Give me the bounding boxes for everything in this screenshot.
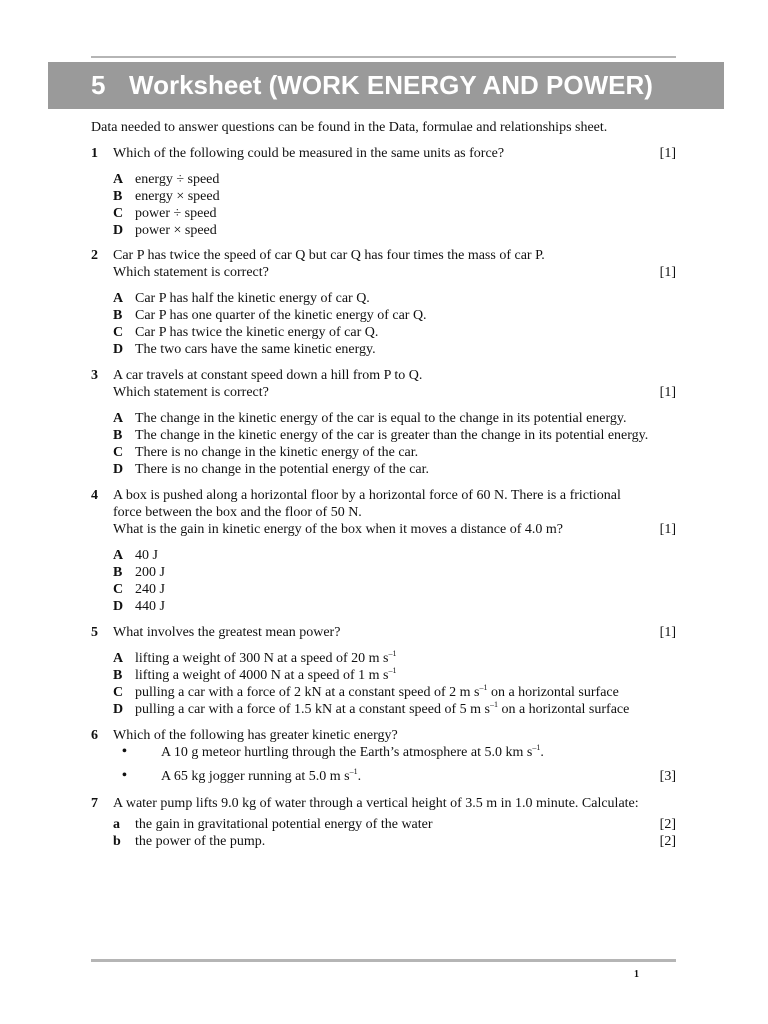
question-number: 1 bbox=[91, 146, 98, 161]
option-b: B energy × speed bbox=[113, 189, 220, 204]
option-a: A 40 J bbox=[113, 548, 158, 563]
question-number: 3 bbox=[91, 368, 98, 383]
question-mark: [1] bbox=[659, 625, 676, 640]
question-5 bbox=[91, 624, 676, 718]
question-text: What involves the greatest mean power? bbox=[113, 625, 341, 640]
bullet-icon: • bbox=[122, 768, 127, 783]
question-2 bbox=[91, 247, 676, 358]
part-a: a the gain in gravitational potential energy of the water [2] bbox=[113, 817, 676, 832]
question-1 bbox=[91, 145, 676, 239]
question-3 bbox=[91, 367, 676, 478]
option-c: C pulling a car with a force of 2 kN at a constant speed of 2 m $s^{-1}$ on a horizontal surface bbox=[113, 683, 619, 700]
question-number: 4 bbox=[91, 488, 98, 503]
option-b: B The change in the kinetic energy of the car is greater than the change in its potential energy. bbox=[113, 428, 649, 443]
page-number: 1 bbox=[634, 969, 639, 980]
option-c: C There is no change in the kinetic energy of the car. bbox=[113, 445, 419, 460]
question-text: A box is pushed along a horizontal floor by a horizontal force of 60 N. There is a frictional force between the box and the floor of 50 N. What is the gain in kinetic energy of the box when it moves a distance of 4.0 m? bbox=[113, 488, 621, 537]
option-b: B lifting a weight of 4000 N at a speed of 1 m $s^{-1}$ bbox=[113, 666, 397, 683]
part-b: b the power of the pump. [2] bbox=[113, 834, 676, 849]
option-d: D power × speed bbox=[113, 223, 217, 238]
question-text: A car travels at constant speed down a hill from P to Q. Which statement is correct? bbox=[113, 368, 423, 400]
intro-text: Data needed to answer questions can be found in the Data, formulae and relationships sheet. bbox=[91, 120, 608, 135]
question-text: Car P has twice the speed of car Q but car Q has four times the mass of car P. Which statement is correct? bbox=[113, 248, 545, 280]
top-rule bbox=[91, 56, 676, 58]
question-text: A water pump lifts 9.0 kg of water through a vertical height of 3.5 m in 1.0 minute. Calculate: bbox=[113, 796, 639, 811]
option-a: A lifting a weight of 300 N at a speed of 20 m $s^{-1}$ bbox=[113, 649, 397, 666]
chapter-number: 5 bbox=[91, 70, 106, 100]
question-4 bbox=[91, 487, 676, 615]
option-d: D The two cars have the same kinetic energy. bbox=[113, 342, 376, 357]
option-a: A energy ÷ speed bbox=[113, 172, 220, 187]
bullet-icon: • bbox=[122, 744, 127, 759]
part-mark: [2] bbox=[659, 817, 676, 832]
option-d: D There is no change in the potential energy of the car. bbox=[113, 462, 430, 477]
question-number: 5 bbox=[91, 625, 98, 640]
question-mark: [3] bbox=[659, 769, 676, 784]
question-6 bbox=[91, 727, 676, 785]
option-c: C 240 J bbox=[113, 582, 165, 597]
option-a: A Car P has half the kinetic energy of car Q. bbox=[113, 291, 370, 306]
question-number: 6 bbox=[91, 728, 98, 743]
option-b: B 200 J bbox=[113, 565, 165, 580]
question-mark: [1] bbox=[659, 385, 676, 400]
question-text: Which of the following could be measured in the same units as force? bbox=[113, 146, 505, 161]
question-mark: [1] bbox=[659, 146, 676, 161]
bottom-rule bbox=[91, 959, 676, 962]
question-mark: [1] bbox=[659, 265, 676, 280]
question-text: Which of the following has greater kinetic energy? bbox=[113, 728, 398, 743]
question-mark: [1] bbox=[659, 522, 676, 537]
bullet-item: • A 10 g meteor hurtling through the Earth’s atmosphere at 5.0 km $s^{-1}$. bbox=[122, 743, 544, 760]
option-d: D pulling a car with a force of 1.5 kN at a constant speed of 5 m $s^{-1}$ on a horizontal surface bbox=[113, 700, 630, 717]
option-a: A The change in the kinetic energy of the car is equal to the change in its potential energy. bbox=[113, 411, 627, 426]
worksheet-header bbox=[48, 62, 724, 109]
question-7 bbox=[91, 795, 676, 850]
question-number: 2 bbox=[91, 248, 98, 263]
worksheet-title: Worksheet (WORK ENERGY AND POWER) bbox=[129, 70, 653, 100]
bullet-item: • A 65 kg jogger running at 5.0 m $s^{-1}$. [3] bbox=[122, 767, 676, 784]
option-c: C Car P has twice the kinetic energy of car Q. bbox=[113, 325, 379, 340]
option-d: D 440 J bbox=[113, 599, 165, 614]
question-number: 7 bbox=[91, 796, 98, 811]
part-mark: [2] bbox=[659, 834, 676, 849]
option-c: C power ÷ speed bbox=[113, 206, 217, 221]
option-b: B Car P has one quarter of the kinetic energy of car Q. bbox=[113, 308, 427, 323]
